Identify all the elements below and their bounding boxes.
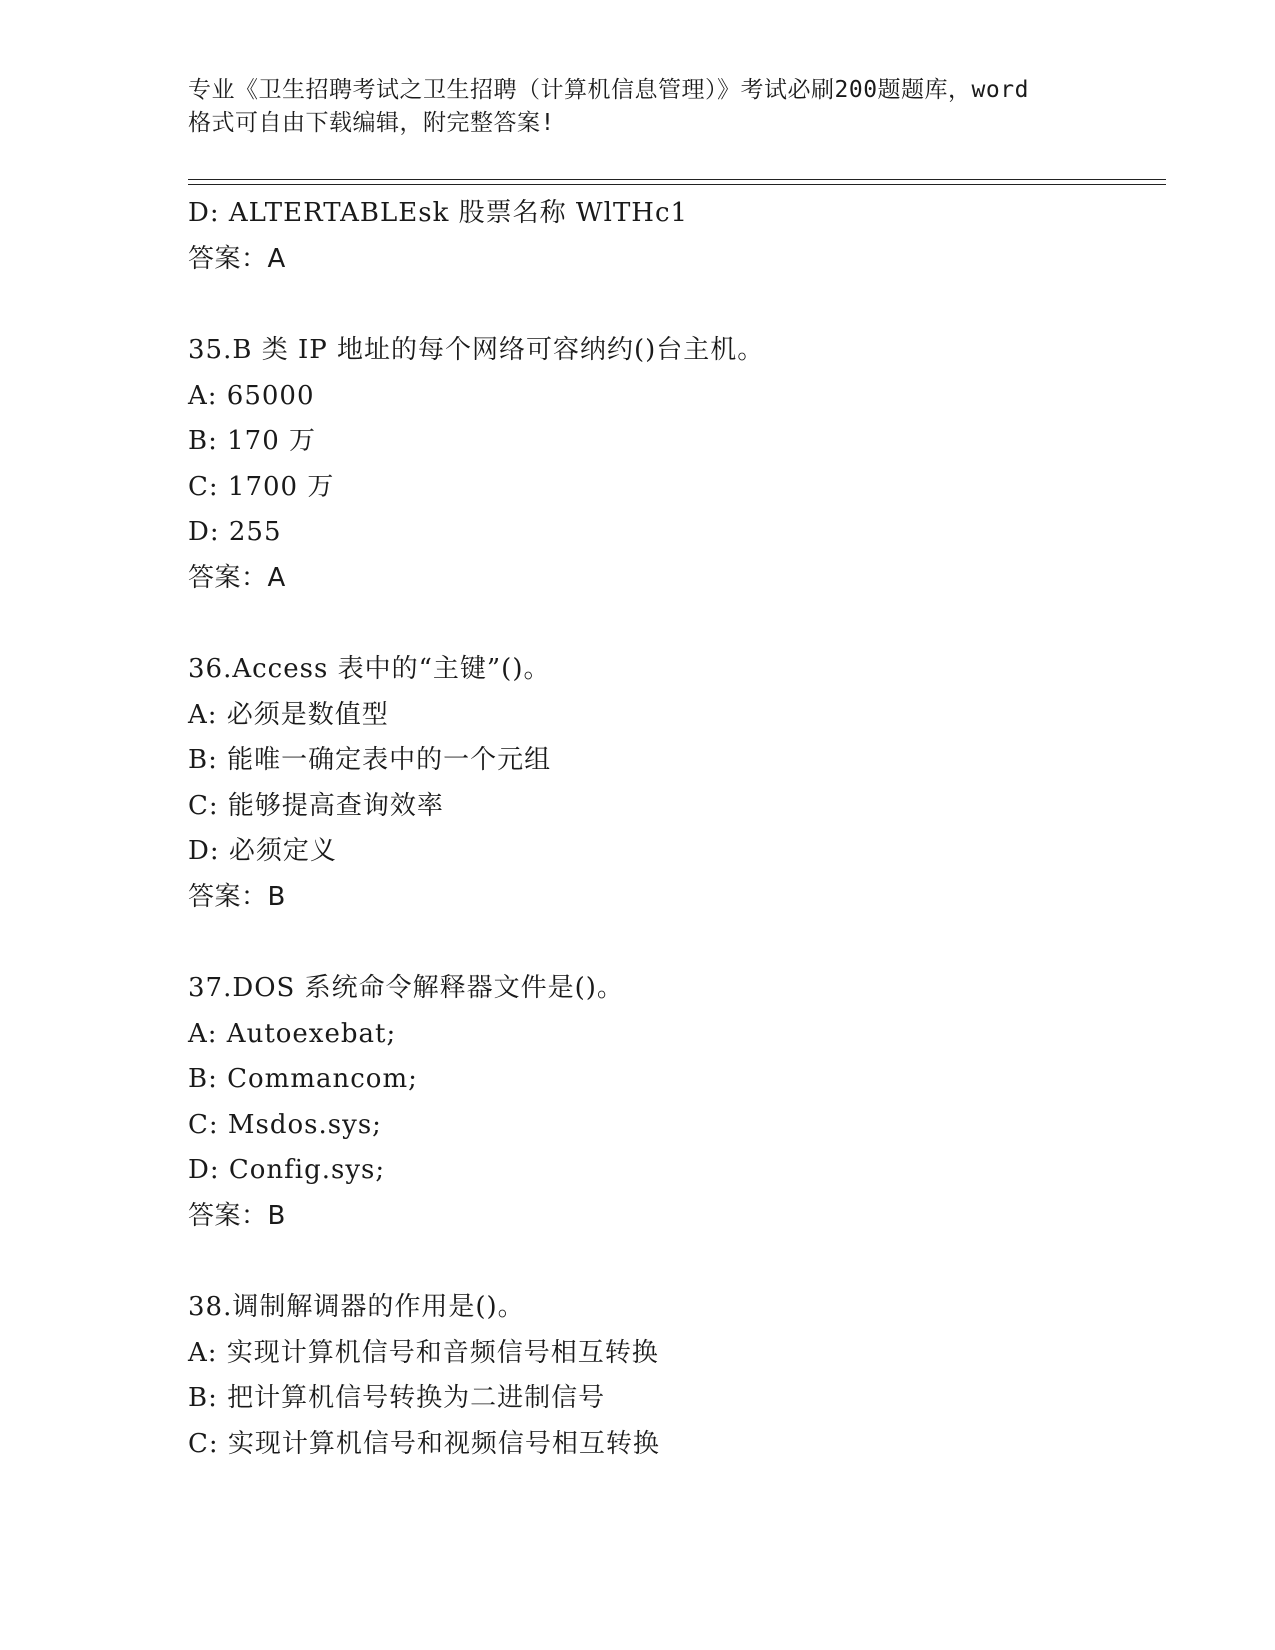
question-38: 38.调制解调器的作用是()。 [188,1292,525,1322]
header-line-2: 格式可自由下载编辑，附完整答案! [188,110,555,136]
document-header [188,74,1108,140]
spacer [188,282,1168,328]
option-d: D: 255 [188,517,282,547]
option-a: A: 实现计算机信号和音频信号相互转换 [188,1337,659,1368]
option-d: D: 必须定义 [188,836,337,866]
option-c: C: 1700 万 [188,471,335,502]
answer-line: 答案：B [188,881,286,912]
question-36: 36.Access 表中的“主键”()。 [188,654,551,684]
option-c: C: 能够提高查询效率 [188,790,444,821]
spacer [188,920,1168,966]
option-a: A: 65000 [188,380,315,411]
header-line-1: 专业《卫生招聘考试之卫生招聘（计算机信息管理）》考试必刷200题题库，word [188,77,1029,103]
option-a: A: 必须是数值型 [188,699,389,730]
option-b: B: 能唯一确定表中的一个元组 [188,745,552,775]
option-b: B: Commancom; [188,1064,418,1094]
spacer [188,1239,1168,1285]
answer-line: 答案：A [188,562,286,593]
option-a: A: Autoexebat; [188,1018,397,1049]
question-37: 37.DOS 系统命令解释器文件是()。 [188,973,624,1003]
option-c: C: Msdos.sys; [188,1109,382,1140]
answer-line: 答案：B [188,1200,286,1231]
spacer [188,601,1168,647]
option-d: D: Config.sys; [188,1155,386,1185]
answer-line: 答案：A [188,243,286,274]
option-d: D: ALTERTABLEsk 股票名称 WlTHc1 [188,198,689,228]
header-divider-top [188,179,1166,180]
option-b: B: 把计算机信号转换为二进制信号 [188,1383,606,1413]
question-list [188,191,1168,1467]
header-divider-bottom [188,184,1166,185]
option-c: C: 实现计算机信号和视频信号相互转换 [188,1428,660,1459]
question-35: 35.B 类 IP 地址的每个网络可容纳约()台主机。 [188,335,765,365]
option-b: B: 170 万 [188,426,317,456]
